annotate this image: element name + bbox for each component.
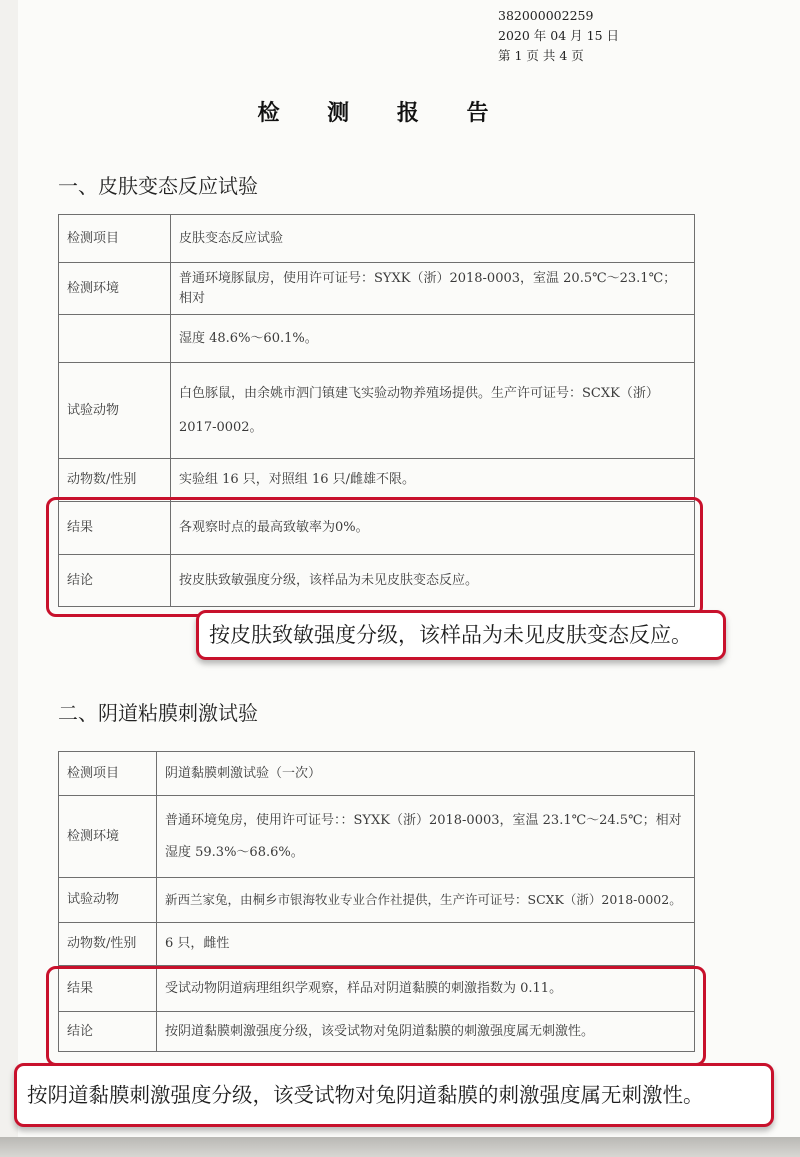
row-value-continued: 湿度 48.6%～60.1%。 bbox=[171, 315, 695, 363]
section1-highlight-box bbox=[46, 497, 703, 617]
row-value: 6 只，雌性 bbox=[157, 923, 695, 966]
row-label: 结果 bbox=[59, 966, 157, 1012]
row-value: 阴道黏膜刺激试验（一次） bbox=[157, 752, 695, 796]
row-value: 实验组 16 只，对照组 16 只/雌雄不限。 bbox=[171, 459, 695, 502]
table-row bbox=[59, 263, 695, 315]
row-label: 检测环境 bbox=[59, 796, 157, 878]
section2-callout: 按阴道黏膜刺激强度分级，该受试物对兔阴道黏膜的刺激强度属无刺激性。 bbox=[14, 1063, 774, 1127]
row-value: 白色豚鼠，由余姚市泗门镇建飞实验动物养殖场提供。生产许可证号：SCXK（浙） 2017-0002。 bbox=[171, 363, 695, 459]
row-value: 普通环境豚鼠房，使用许可证号：SYXK（浙）2018-0003，室温 20.5℃～23.1℃；相对 bbox=[171, 263, 695, 315]
row-label: 结果 bbox=[59, 502, 171, 555]
row-label: 动物数/性别 bbox=[59, 459, 171, 502]
report-title: 检 测 报 告 bbox=[257, 100, 509, 126]
row-value: 按皮肤致敏强度分级，该样品为未见皮肤变态反应。 bbox=[171, 555, 695, 607]
row-value: 皮肤变态反应试验 bbox=[171, 215, 695, 263]
table-row bbox=[59, 752, 695, 796]
row-value: 各观察时点的最高致敏率为0%。 bbox=[171, 502, 695, 555]
table-row bbox=[59, 215, 695, 263]
table-row bbox=[59, 315, 695, 363]
row-label: 结论 bbox=[59, 555, 171, 607]
row-label: 结论 bbox=[59, 1012, 157, 1052]
table-row bbox=[59, 796, 695, 878]
bottom-watermark-strip bbox=[0, 1137, 800, 1157]
table-row bbox=[59, 459, 695, 502]
table-row bbox=[59, 878, 695, 923]
row-value: 按阴道黏膜刺激强度分级，该受试物对兔阴道黏膜的刺激强度属无刺激性。 bbox=[157, 1012, 695, 1052]
table-row bbox=[59, 363, 695, 459]
row-value: 受试动物阴道病理组织学观察，样品对阴道黏膜的刺激指数为 0.11。 bbox=[157, 966, 695, 1012]
row-label: 试验动物 bbox=[59, 363, 171, 459]
section2-highlight-box bbox=[46, 966, 706, 1066]
row-label: 检测环境 bbox=[59, 263, 171, 315]
report-number: 382000002259 bbox=[498, 8, 594, 23]
table-row bbox=[59, 923, 695, 966]
report-date: 2020 年 04 月 15 日 bbox=[498, 28, 619, 43]
section2-heading: 二、阴道粘膜刺激试验 bbox=[58, 701, 258, 725]
report-page bbox=[18, 0, 800, 1157]
report-meta bbox=[498, 6, 619, 66]
row-label: 检测项目 bbox=[59, 215, 171, 263]
row-label: 试验动物 bbox=[59, 878, 157, 923]
section1-callout: 按皮肤致敏强度分级，该样品为未见皮肤变态反应。 bbox=[196, 610, 726, 660]
section1-heading: 一、皮肤变态反应试验 bbox=[58, 174, 258, 198]
row-label: 动物数/性别 bbox=[59, 923, 157, 966]
row-value: 普通环境兔房，使用许可证号：：SYXK（浙）2018-0003，室温 23.1℃～24.5℃；相对 湿度 59.3%～68.6%。 bbox=[157, 796, 695, 878]
row-label: 检测项目 bbox=[59, 752, 157, 796]
row-value: 新西兰家兔，由桐乡市银海牧业专业合作社提供，生产许可证号：SCXK（浙）2018-0002。 bbox=[157, 878, 695, 923]
page-indicator: 第 1 页 共 4 页 bbox=[498, 48, 584, 63]
